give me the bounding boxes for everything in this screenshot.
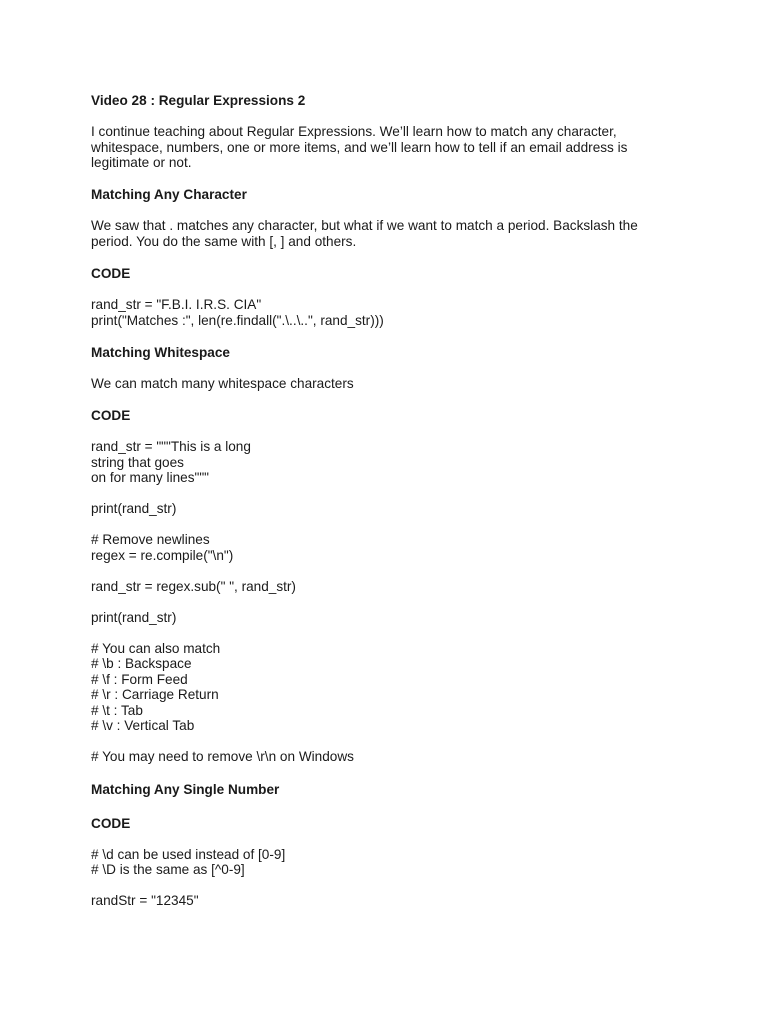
section-heading-single-number: Matching Any Single Number bbox=[91, 782, 280, 797]
code-line: rand_str = "F.B.I. I.R.S. CIA" bbox=[91, 297, 262, 312]
document-title: Video 28 : Regular Expressions 2 bbox=[91, 93, 306, 108]
code-line: # \b : Backspace bbox=[91, 656, 192, 671]
code-line: # \f : Form Feed bbox=[91, 672, 188, 687]
code-line: # \D is the same as [^0-9] bbox=[91, 862, 245, 877]
code-label: CODE bbox=[91, 816, 131, 831]
section-heading-whitespace: Matching Whitespace bbox=[91, 345, 230, 360]
code-line: string that goes bbox=[91, 455, 184, 470]
intro-line-3: legitimate or not. bbox=[91, 155, 192, 170]
code-line: # \t : Tab bbox=[91, 703, 143, 718]
section-heading-any-character: Matching Any Character bbox=[91, 187, 247, 202]
code-line: on for many lines""" bbox=[91, 470, 209, 485]
code-line: print(rand_str) bbox=[91, 501, 177, 516]
section2-text: We can match many whitespace characters bbox=[91, 376, 354, 391]
code-line: # \r : Carriage Return bbox=[91, 687, 219, 702]
section1-text-line-1: We saw that . matches any character, but what if we want to match a period. Backslash the bbox=[91, 218, 638, 233]
code-line: rand_str = """This is a long bbox=[91, 439, 251, 454]
code-line: # \d can be used instead of [0-9] bbox=[91, 847, 286, 862]
code-label: CODE bbox=[91, 408, 131, 423]
code-line: # Remove newlines bbox=[91, 532, 210, 547]
code-line: regex = re.compile("\n") bbox=[91, 548, 234, 563]
code-label: CODE bbox=[91, 266, 131, 281]
code-line: # You can also match bbox=[91, 641, 221, 656]
code-line: print("Matches :", len(re.findall(".\..\..", rand_str))) bbox=[91, 313, 384, 328]
code-line: print(rand_str) bbox=[91, 610, 177, 625]
code-line: rand_str = regex.sub(" ", rand_str) bbox=[91, 579, 296, 594]
code-line: # You may need to remove \r\n on Windows bbox=[91, 749, 354, 764]
code-line: # \v : Vertical Tab bbox=[91, 718, 195, 733]
section1-text-line-2: period. You do the same with [, ] and others. bbox=[91, 234, 357, 249]
code-line: randStr = "12345" bbox=[91, 893, 199, 908]
intro-line-1: I continue teaching about Regular Expressions. We’ll learn how to match any character, bbox=[91, 124, 617, 139]
intro-line-2: whitespace, numbers, one or more items, and we’ll learn how to tell if an email address is bbox=[91, 140, 628, 155]
